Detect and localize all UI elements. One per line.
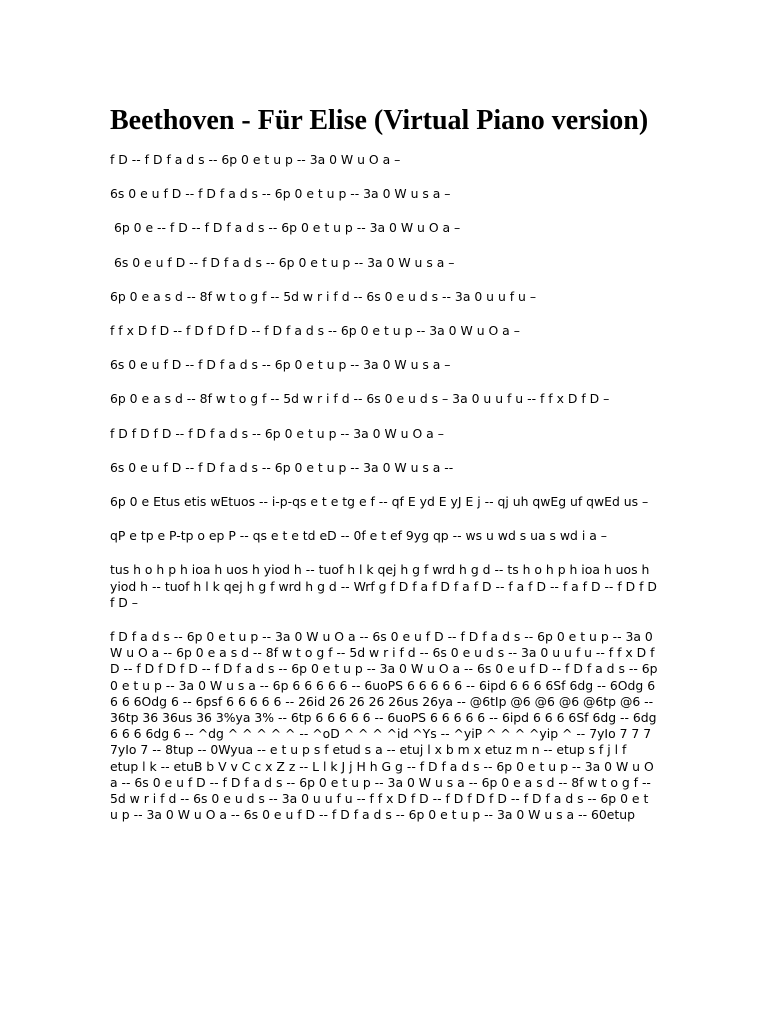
score-line-8: 6p 0 e a s d -- 8f w t o g f -- 5d w r i f d -- 6s 0 e u d s – 3a 0 u u f u -- f f x D f D –	[110, 391, 610, 407]
score-line-11: 6p 0 e Etus etis wEtuos -- i-p-qs e t e tg e f -- qf E yd E yJ E j -- qj uh qwEg uf qwEd us –	[110, 494, 649, 510]
score-line-5: 6p 0 e a s d -- 8f w t o g f -- 5d w r i f d -- 6s 0 e u d s -- 3a 0 u u f u –	[110, 288, 537, 304]
score-line-6: f f x D f D -- f D f D f D -- f D f a d s -- 6p 0 e t u p -- 3a 0 W u O a –	[110, 323, 520, 339]
score-line-12: qP e tp e P-tp o ep P -- qs e t e td eD -- 0f e t ef 9yg qp -- ws u wd s ua s wd i a –	[110, 528, 607, 544]
score-line-1: f D -- f D f a d s -- 6p 0 e t u p -- 3a 0 W u O a –	[110, 152, 401, 167]
score-line-2: 6s 0 e u f D -- f D f a d s -- 6p 0 e t u p -- 3a 0 W u s a –	[110, 186, 451, 202]
document-page	[110, 104, 662, 823]
score-line-14: f D f a d s -- 6p 0 e t u p -- 3a 0 W u O a -- 6s 0 e u f D -- f D f a d s -- 6p 0 e t u p -- 3a 0 W u O a -- 6p 0 e a s d -- 8f w t o g f -- 5d w r i f d -- 6s 0 e u d s -- 3a 0 u u f u -- f f x D f D -- f D f D f D -- f D f a d s -- 6p 0 e t u p -- 3a 0 W u O a -- 6s 0 e u f D -- f D f a d s -- 6p 0 e t u p -- 3a 0 W u s a -- 6p 6 6 6 6 6 -- 6uoPS 6 6 6 6 6 -- 6ipd 6 6 6 6Sf 6dg -- 6Odg 6 6 6 6Odg 6 -- 6psf 6 6 6 6 6 -- 26id 26 26 26 26us 26ya -- @6tIp @6 @6 @6 @6tp @6 -- 36tp 36 36us 36 3%ya 3% -- 6tp 6 6 6 6 6 -- 6uoPS 6 6 6 6 6 -- 6ipd 6 6 6 6Sf 6dg -- 6dg 6 6 6 6dg 6 -- ^dg ^ ^ ^ ^ ^ -- ^oD ^ ^ ^ ^id ^Ys -- ^yiP ^ ^ ^ ^yip ^ -- 7yIo 7 7 7 7yIo 7 -- 8tup -- 0Wyua -- e t u p s f etud s a -- etuj l x b m x etuz m n -- etup s f j l f etup l k -- etuB b V v C c x Z z -- L l k J j H h G g -- f D f a d s -- 6p 0 e t u p -- 3a 0 W u O a -- 6s 0 e u f D -- f D f a d s -- 6p 0 e t u p -- 3a 0 W u s a -- 6p 0 e a s d -- 8f w t o g f -- 5d w r i f d -- 6s 0 e u d s -- 3a 0 u u f u -- f f x D f D -- f D f D f D -- f D f a d s -- 6p 0 e t u p -- 3a 0 W u O a -- 6s 0 e u f D -- f D f a d s -- 6p 0 e t u p -- 3a 0 W u s a -- 60etup	[110, 629, 662, 823]
document-title: Beethoven - Für Elise (Virtual Piano version)	[110, 105, 649, 136]
score-line-7: 6s 0 e u f D -- f D f a d s -- 6p 0 e t u p -- 3a 0 W u s a –	[110, 357, 451, 373]
score-line-4: 6s 0 e u f D -- f D f a d s -- 6p 0 e t u p -- 3a 0 W u s a –	[110, 254, 455, 270]
score-line-13: tus h o h p h ioa h uos h yiod h -- tuof h l k qej h g f wrd h g d -- ts h o h p h ioa h uos h yiod h -- tuof h l k qej h g f wrd h g d -- Wrf g f D f a f D f a f D -- f a f D -- f a f D -- f D f D f D –	[110, 562, 661, 610]
score-line-9: f D f D f D -- f D f a d s -- 6p 0 e t u p -- 3a 0 W u O a –	[110, 425, 444, 441]
score-line-10: 6s 0 e u f D -- f D f a d s -- 6p 0 e t u p -- 3a 0 W u s a --	[110, 459, 454, 475]
score-line-3: 6p 0 e -- f D -- f D f a d s -- 6p 0 e t u p -- 3a 0 W u O a –	[110, 220, 461, 236]
